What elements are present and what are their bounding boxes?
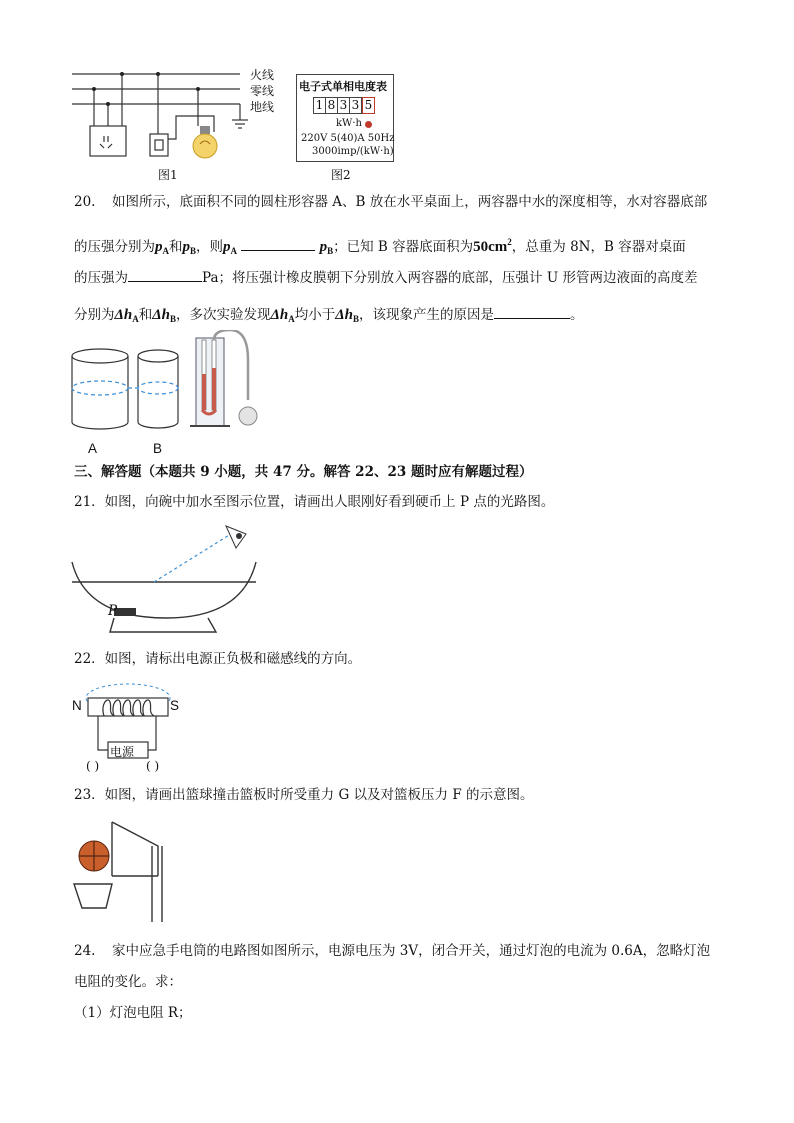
meter-digit-last: 5 [362, 97, 375, 114]
container-A-label: A [88, 441, 98, 456]
point-P-label: P [108, 603, 118, 619]
q24-sub-1: （1）灯泡电阻 R； [74, 1005, 192, 1021]
meter-imp: 3000imp/(kW·h) [312, 146, 394, 157]
meter-digit: 3 [350, 97, 362, 114]
q24-number: 24. [74, 943, 96, 959]
q23-text: 23．如图，请画出篮球撞击篮板时所受重力 G 以及对篮板压力 F 的示意图。 [74, 787, 534, 803]
answer-blank-reason[interactable] [494, 306, 570, 319]
wire-label-ground: 地线 [250, 100, 275, 114]
q20-line-3: 的压强为 Pa；将压强计橡皮膜朝下分别放入两容器的底部，压强计 U 形管两边液面的高度差 [74, 270, 698, 286]
pole-S-label: S [170, 698, 180, 713]
wire-label-live: 火线 [250, 68, 275, 82]
q20-line-2: 的压强分别为$p_A$和$p_B$，则$p_A$ $p_B$；已知 B 容器底面积为$50cm^2$，总重为 8N，B 容器对桌面 [74, 237, 686, 256]
power-source-label: 电源 [110, 745, 135, 759]
meter-digit: 1 [313, 97, 326, 114]
q21-text: 21．如图，向碗中加水至图示位置，请画出人眼刚好看到硬币上 P 点的光路图。 [74, 494, 555, 510]
container-B-label: B [153, 441, 163, 456]
meter-unit: kW·h [336, 118, 362, 129]
source-pole-left[interactable]: ( ) [86, 759, 100, 773]
q24-line-2: 电阻的变化。求： [74, 974, 182, 990]
meter-rating: 220V 5(40)A 50Hz [301, 133, 395, 144]
section-3-heading: 三、解答题（本题共 9 小题，共 47 分。解答 22、23 题时应有解题过程） [74, 464, 533, 480]
meter-digits [313, 97, 375, 114]
answer-blank-compare[interactable] [241, 238, 315, 251]
manometer-icon [190, 330, 257, 426]
answer-blank-pressure[interactable] [128, 269, 202, 282]
eye-icon [226, 526, 246, 548]
figure-2-caption: 图2 [331, 168, 351, 182]
q22-text: 22．如图，请标出电源正负极和磁感线的方向。 [74, 651, 362, 667]
figure-q23-basketball [70, 812, 180, 922]
meter-digit: 8 [326, 97, 338, 114]
q20-number: 20. [74, 194, 96, 210]
source-pole-right[interactable]: ( ) [146, 759, 160, 773]
figure-q21-bowl [66, 520, 266, 640]
pole-N-label: N [72, 698, 82, 713]
figure-1-caption: 图1 [158, 168, 178, 182]
q20-line-1: 如图所示，底面积不同的圆柱形容器 A、B 放在水平桌面上，两容器中水的深度相等，水对容器底部 [112, 194, 708, 210]
wire-label-neutral: 零线 [250, 84, 275, 98]
figure-q20-containers [62, 330, 282, 430]
meter-digit: 3 [338, 97, 350, 114]
meter-indicator-icon [365, 121, 372, 128]
basketball-icon [79, 841, 109, 871]
q24-line-1: 家中应急手电筒的电路图如图所示，电源电压为 3V，闭合开关，通过灯泡的电流为 0.6A，忽略灯泡 [112, 943, 711, 959]
q20-line-4: 分别为$\Delta h_A$和$\Delta h_B$，多次实验发现$\Delta h_A$均小于$\Delta h_B$，该现象产生的原因是 。 [74, 307, 584, 324]
meter-title: 电子式单相电度表 [299, 80, 387, 93]
